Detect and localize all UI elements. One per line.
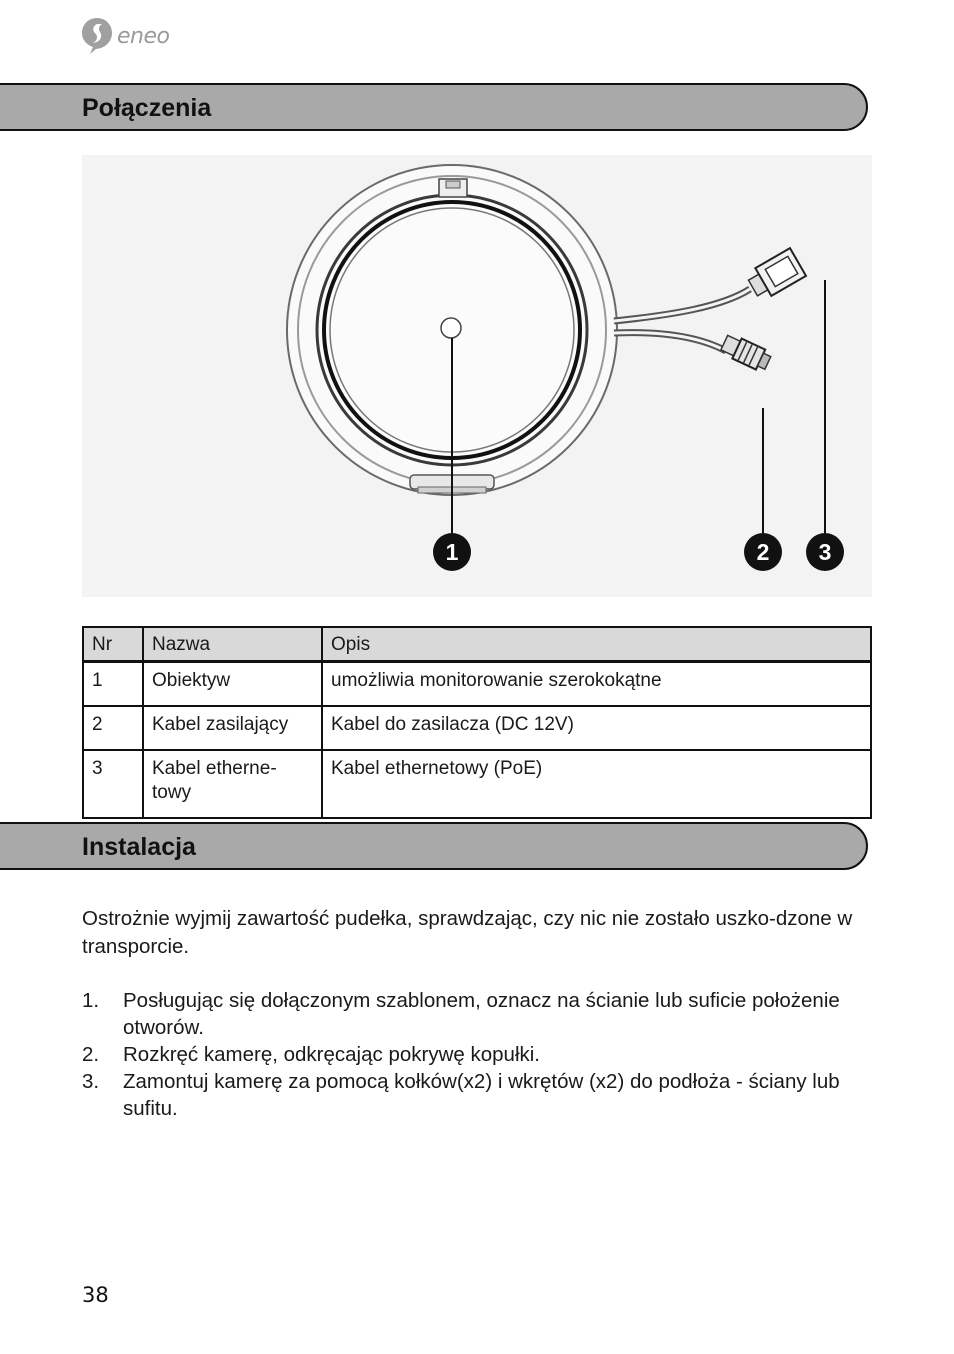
section-header-connections <box>0 83 868 131</box>
callout-3 <box>806 533 844 571</box>
section-title: Instalacja <box>82 833 196 861</box>
install-intro: Ostrożnie wyjmij zawartość pudełka, sprawdzając, czy nic nie zostało uszko-dzone w transporcie. <box>82 907 853 958</box>
column-header-desc: Opis <box>322 627 871 662</box>
section-title: Połączenia <box>82 94 212 122</box>
step-number: 2. <box>82 1043 100 1066</box>
section-header-install <box>0 822 868 870</box>
cell-nr: 2 <box>83 706 143 750</box>
callout-2 <box>744 533 782 571</box>
table-header-row <box>83 627 871 662</box>
callout-1-label: 1 <box>445 539 459 565</box>
ethernet-cable <box>614 289 750 321</box>
dc-connector <box>720 333 773 373</box>
table-row <box>83 706 871 750</box>
brand-logo <box>80 16 169 56</box>
cell-name: Kabel zasilający <box>143 706 322 750</box>
parts-table <box>82 626 872 819</box>
column-header-name: Nazwa <box>143 627 322 662</box>
list-item <box>82 1068 862 1122</box>
step-text: Posługując się dołączonym szablonem, oznacz na ścianie lub suficie położenie otworów. <box>123 989 840 1039</box>
cell-name: Obiektyw <box>143 662 322 707</box>
cell-name: Kabel etherne-towy <box>143 750 322 818</box>
logo-text: eneo <box>117 23 170 49</box>
callout-3-label: 3 <box>818 539 832 565</box>
table-row <box>83 662 871 707</box>
cell-desc: Kabel ethernetowy (PoE) <box>322 750 871 818</box>
cell-desc: umożliwia monitorowanie szerokokątne <box>322 662 871 707</box>
list-item <box>82 1041 862 1068</box>
cell-nr: 1 <box>83 662 143 707</box>
list-item <box>82 987 862 1041</box>
step-text: Rozkręć kamerę, odkręcając pokrywę kopułki. <box>123 1043 540 1066</box>
eneo-logo-icon <box>80 16 114 56</box>
rj45-connector <box>745 248 806 302</box>
column-header-nr: Nr <box>83 627 143 662</box>
page-number: 38 <box>82 1283 109 1307</box>
cell-desc: Kabel do zasilacza (DC 12V) <box>322 706 871 750</box>
callout-1 <box>433 533 471 571</box>
camera-diagram <box>82 155 872 597</box>
install-steps <box>82 987 862 1122</box>
lens <box>441 318 461 338</box>
cell-nr: 3 <box>83 750 143 818</box>
step-number: 1. <box>82 989 100 1012</box>
table-row <box>83 750 871 818</box>
step-text: Zamontuj kamerę za pomocą kołków(x2) i wkrętów (x2) do podłoża - ściany lub sufitu. <box>123 1070 840 1120</box>
callout-2-label: 2 <box>756 539 770 565</box>
step-number: 3. <box>82 1070 100 1093</box>
